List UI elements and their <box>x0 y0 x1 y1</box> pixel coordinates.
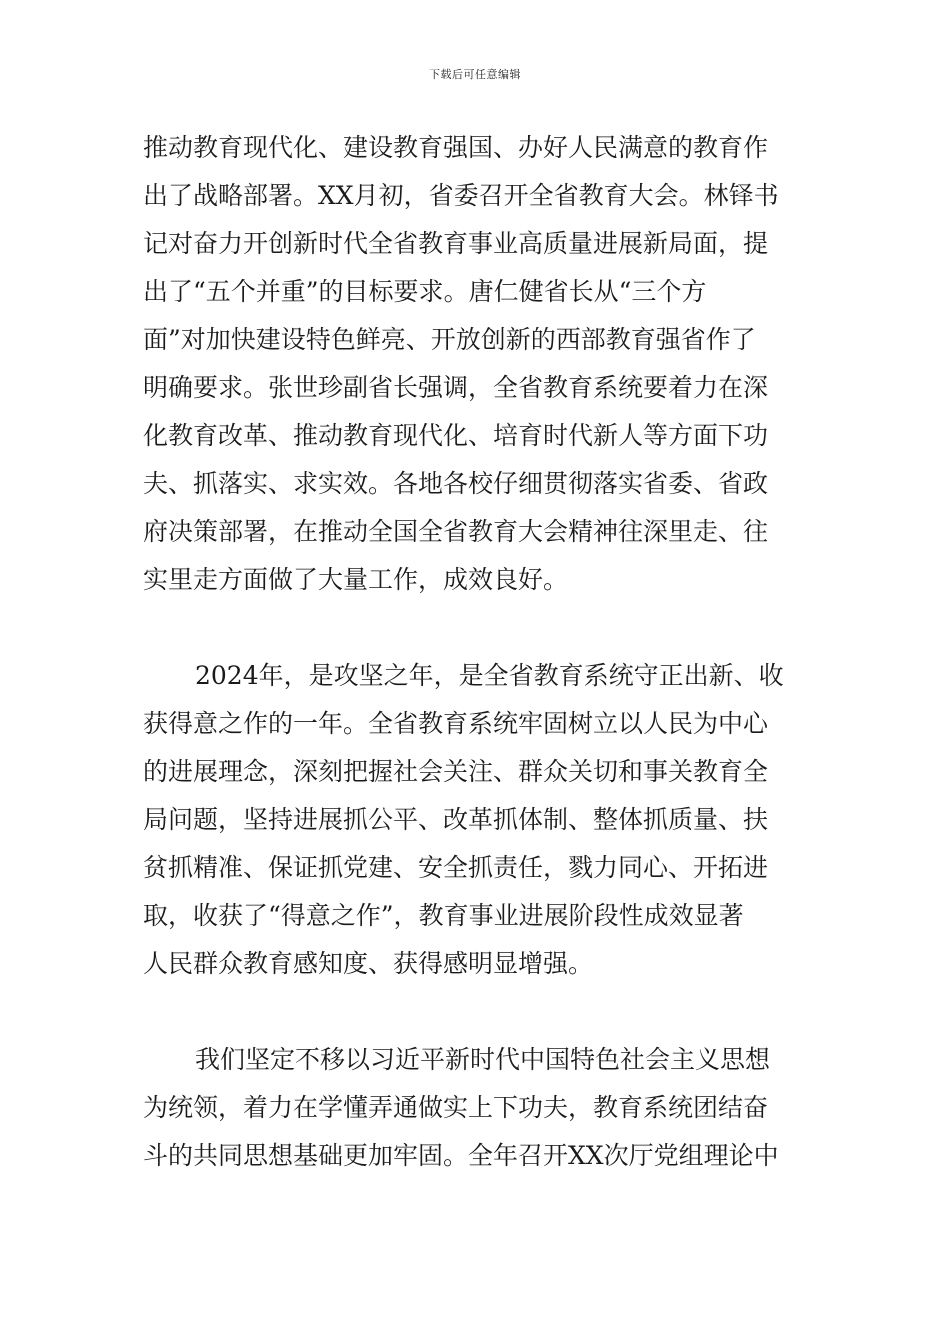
text-line: 明确要求。张世珍副省长强调，全省教育系统要着力在深 <box>143 373 769 402</box>
text-line: 取，收获了“得意之作”，教育事业进展阶段性成效显著 <box>143 901 744 930</box>
paragraph-3 <box>143 1036 807 1180</box>
text-line: 府决策部署，在推动全国全省教育大会精神往深里走、往 <box>143 517 769 546</box>
text-line: 出了战略部署。XX月初，省委召开全省教育大会。林铎书 <box>143 181 779 210</box>
text-line: 我们坚定不移以习近平新时代中国特色社会主义思想 <box>195 1045 771 1074</box>
text-line: 的进展理念，深刻把握社会关注、群众关切和事关教育全 <box>143 757 769 786</box>
text-line: 夫、抓落实、求实效。各地各校仔细贯彻落实省委、省政 <box>143 469 769 498</box>
document-body <box>143 124 807 1180</box>
paragraph-2 <box>143 652 807 988</box>
text-line: 化教育改革、推动教育现代化、培育时代新人等方面下功 <box>143 421 769 450</box>
paragraph-spacer <box>143 988 807 1036</box>
text-line: 2024年，是攻坚之年，是全省教育系统守正出新、收 <box>195 661 784 690</box>
text-line: 人民群众教育感知度、获得感明显增强。 <box>143 949 594 978</box>
text-line: 出了“五个并重”的目标要求。唐仁健省长从“三个方 <box>143 277 707 306</box>
text-line: 局问题，坚持进展抓公平、改革抓体制、整体抓质量、扶 <box>143 805 769 834</box>
paragraph-spacer <box>143 604 807 652</box>
text-line: 获得意之作的一年。全省教育系统牢固树立以人民为中心 <box>143 709 769 738</box>
text-line: 贫抓精准、保证抓党建、安全抓责任，戮力同心、开拓进 <box>143 853 769 882</box>
page-header: 下载后可任意编辑 <box>429 68 521 81</box>
text-line: 面”对加快建设特色鲜亮、开放创新的西部教育强省作了 <box>143 325 756 354</box>
text-line: 记对奋力开创新时代全省教育事业高质量进展新局面，提 <box>143 229 769 258</box>
text-line: 推动教育现代化、建设教育强国、办好人民满意的教育作 <box>143 133 769 162</box>
text-line: 斗的共同思想基础更加牢固。全年召开XX次厅党组理论中 <box>143 1141 779 1170</box>
text-line: 实里走方面做了大量工作，成效良好。 <box>143 565 569 594</box>
paragraph-1 <box>143 124 807 604</box>
text-line: 为统领，着力在学懂弄通做实上下功夫，教育系统团结奋 <box>143 1093 769 1122</box>
